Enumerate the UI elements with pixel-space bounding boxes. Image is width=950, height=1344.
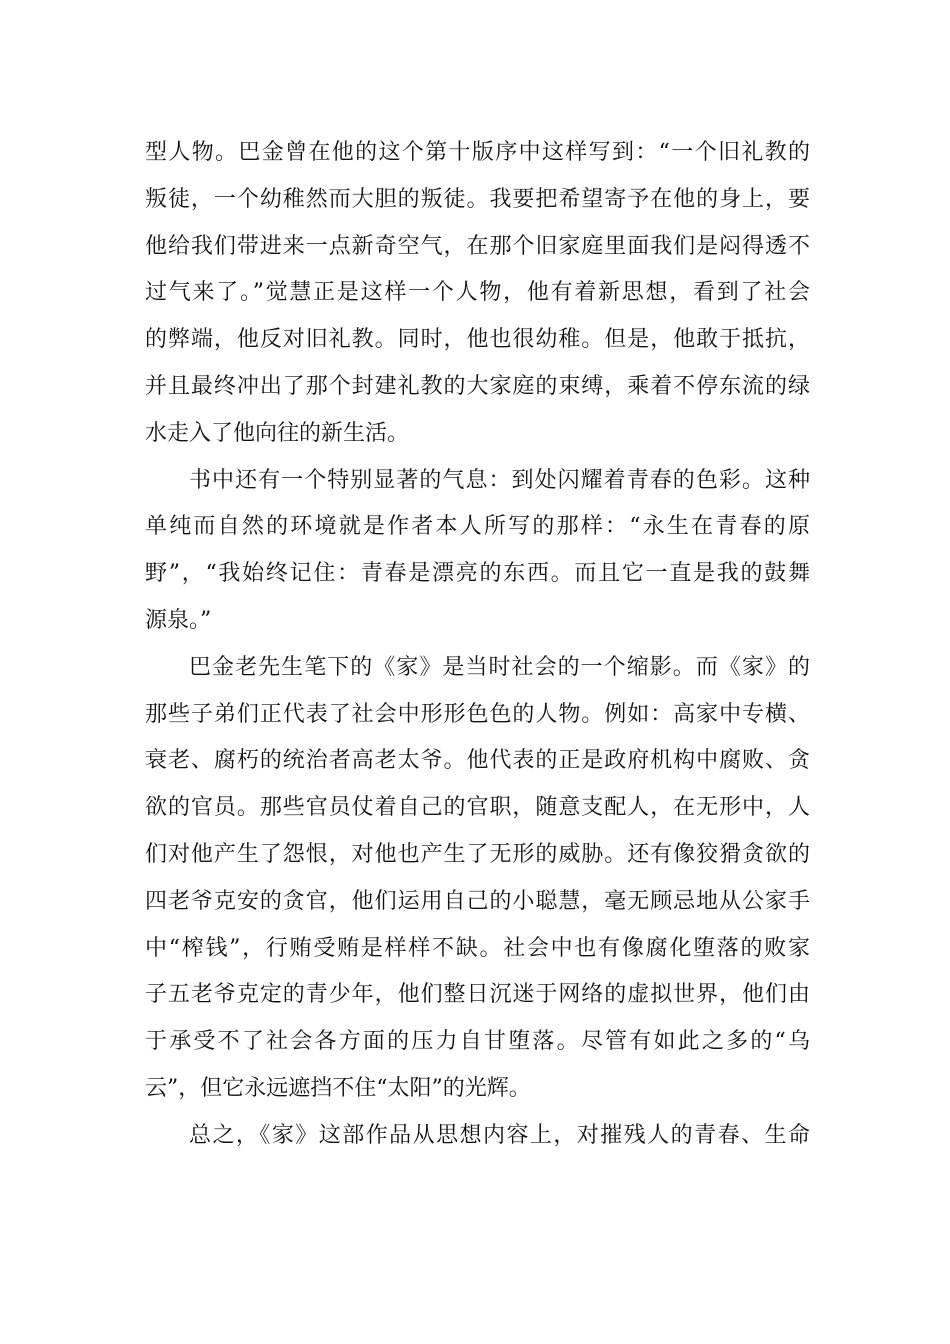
body-text [145,130,810,1160]
text-line: 单纯而自然的环境就是作者本人所写的那样：“永生在青春的原 [145,514,810,540]
text-line: 子五老爷克定的青少年，他们整日沉迷于网络的虚拟世界，他们由 [145,982,810,1008]
paragraph-first-line: 总之，《家》这部作品从思想内容上，对摧残人的青春、生命 [189,1122,810,1148]
text-line: 并且最终冲出了那个封建礼教的大家庭的束缚，乘着不停东流的绿 [145,373,810,399]
text-line: 水走入了他向往的新生活。 [145,420,410,446]
text-line: 们对他产生了怨恨，对他也产生了无形的威胁。还有像狡猾贪欲的 [145,841,810,867]
text-line: 野”，“我始终记住：青春是漂亮的东西。而且它一直是我的鼓舞 [145,561,810,587]
paragraph-first-line: 巴金老先生笔下的《家》是当时社会的一个缩影。而《家》的 [189,654,810,680]
text-line: 源泉。” [145,607,212,633]
text-line: 衰老、腐朽的统治者高老太爷。他代表的正是政府机构中腐败、贪 [145,748,810,774]
text-line: 四老爷克安的贪官，他们运用自己的小聪慧，毫无顾忌地从公家手 [145,888,810,914]
text-line: 于承受不了社会各方面的压力自甘堕落。尽管有如此之多的“乌 [145,1029,810,1055]
text-line: 欲的官员。那些官员仗着自己的官职，随意支配人，在无形中，人 [145,795,810,821]
text-line: 过气来了。”觉慧正是这样一个人物，他有着新思想，看到了社会 [145,280,810,306]
text-line: 型人物。巴金曾在他的这个第十版序中这样写到：“一个旧礼教的 [145,140,810,165]
paragraph-first-line: 书中还有一个特别显著的气息：到处闪耀着青春的色彩。这种 [189,467,810,493]
text-line: 中“榨钱”，行贿受贿是样样不缺。社会中也有像腐化堕落的败家 [145,935,810,961]
text-line: 他给我们带进来一点新奇空气，在那个旧家庭里面我们是闷得透不 [145,233,810,259]
text-line: 那些子弟们正代表了社会中形形色色的人物。例如：高家中专横、 [145,701,810,727]
text-line: 的弊端，他反对旧礼教。同时，他也很幼稚。但是，他敢于抵抗， [145,327,810,353]
text-line: 云”，但它永远遮挡不住“太阳”的光辉。 [145,1075,531,1101]
text-line: 叛徒，一个幼稚然而大胆的叛徒。我要把希望寄予在他的身上，要 [145,186,810,212]
